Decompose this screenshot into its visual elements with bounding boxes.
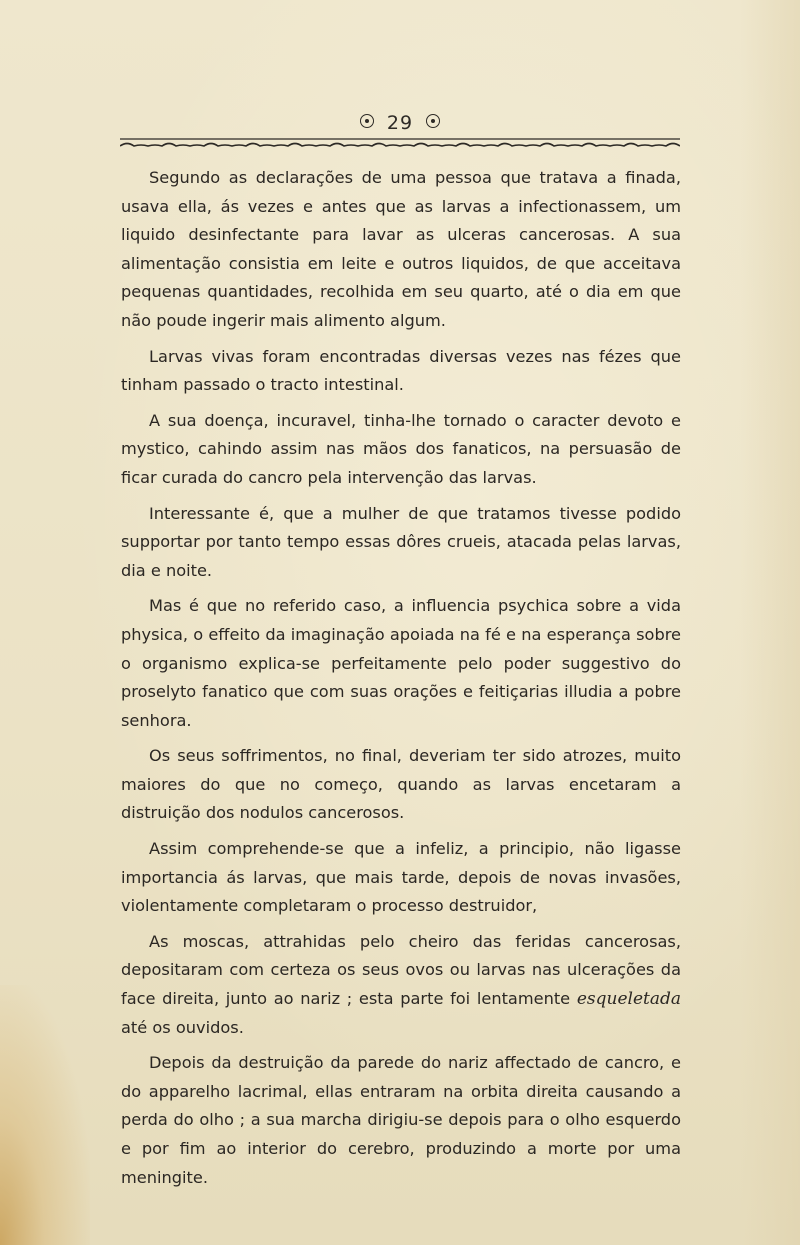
paper-stain [0,985,90,1245]
body-text [121,164,681,1199]
paragraph: Assim comprehende-se que a infeliz, a principio, não ligasse importancia ás larvas, que mais tarde, depois de novas invasões, violentamente completaram o processo destruidor, [121,839,681,916]
paragraph-text: As moscas, attrahidas pelo cheiro das feridas cancerosas, depositaram com certeza os seus ovos ou larvas nas ulcerações da face direita, junto ao nariz ; esta parte foi lentamente [121,931,681,1009]
paragraph: Os seus soffrimentos, no final, deveriam ter sido atrozes, muito maiores do que no começo, quando as larvas encetaram a distruição dos nodulos cancerosos. [121,746,681,823]
paragraph [121,928,681,1042]
page-header [0,112,800,134]
paper-edge-shade [740,0,800,1245]
paragraph: Segundo as declarações de uma pessoa que tratava a finada, usava ella, ás vezes e antes que as larvas a infectionassem, um liquido desinfectante para lavar as ulceras cancerosas. A sua alimentação consistia em leite e outros liquidos, de que acceitava pequenas quantidades, recolhida em seu quarto, até o dia em que não poude ingerir mais alimento algum. [121,168,681,330]
circle-dot-icon [360,114,374,128]
paragraph: Mas é que no referido caso, a influencia psychica sobre a vida physica, o effeito da imaginação apoiada na fé e na esperança sobre o organismo explica-se perfeitamente pelo poder suggestivo do proselyto fanatico que com suas orações e feitiçarias illudia a pobre senhora. [121,596,681,730]
paragraph: Interessante é, que a mulher de que tratamos tivesse podido supportar por tanto tempo essas dôres crueis, atacada pelas larvas, dia e noite. [121,503,681,580]
italic-term: esqueletada [576,989,681,1010]
paragraph: A sua doença, incuravel, tinha-lhe tornado o caracter devoto e mystico, cahindo assim nas mãos dos fanaticos, na persuasão de ficar curada do cancro pela intervenção das larvas. [121,410,681,487]
circle-dot-icon [426,114,440,128]
paragraph: Depois da destruição da parede do nariz affectado de cancro, e do apparelho lacrimal, ellas entraram na orbita direita causando a perda do olho ; a sua marcha dirigiu-se depois para o olho esquerdo e por fim ao interior do cerebro, produzindo a morte por uma meningite. [121,1053,681,1187]
decorative-rule [120,136,680,150]
paragraph-text: até os ouvidos. [121,1017,244,1037]
page-number: 29 [386,112,414,134]
paragraph: Larvas vivas foram encontradas diversas vezes nas fézes que tinham passado o tracto intestinal. [121,346,681,395]
